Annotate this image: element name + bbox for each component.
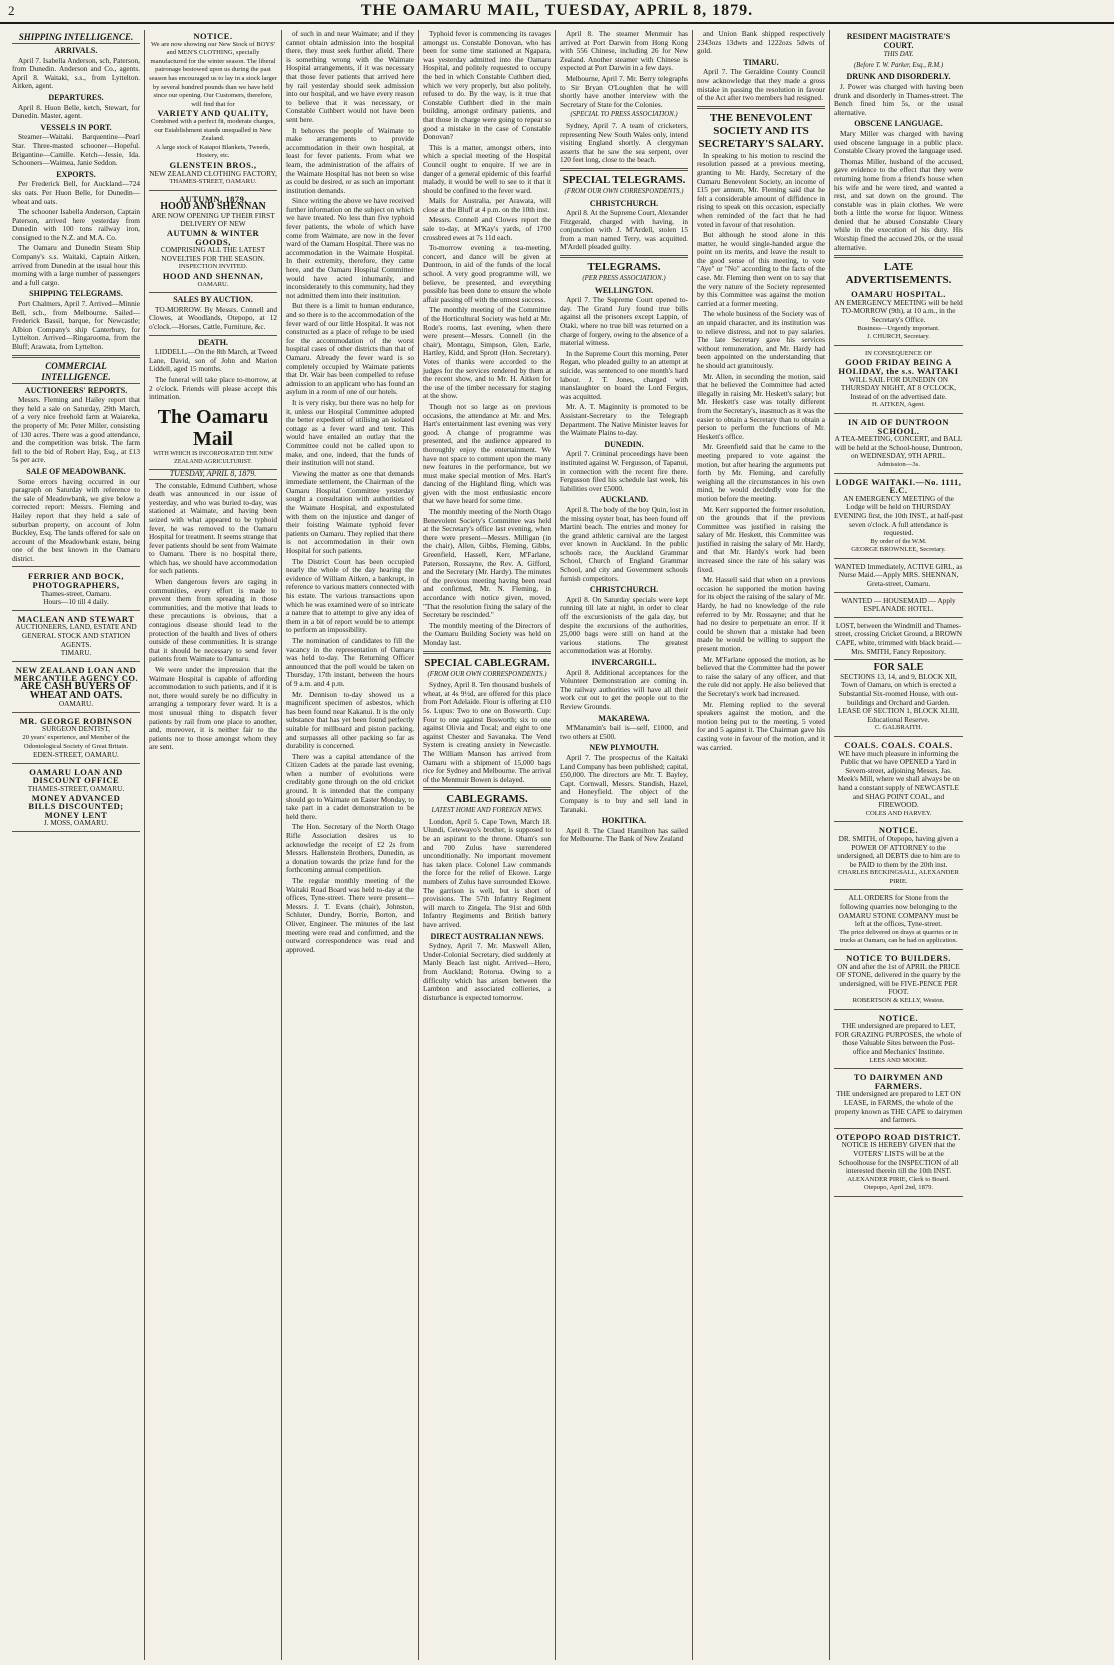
article-text: Thomas Miller, husband of the accused, gave evidence to the effect that they were returning home from a friend's house when his wife and he were tired, and wanted a rest, and sat down on the ground. The constable was in plain clothes. We were both a little the worse for liquor. Witness denied that he abused Constable Cleary while in the execution of his duty. His Worship fined the accused 20s, or the usual alternative.	[834, 156, 963, 252]
ad-line: AN EMERGENCY MEETING will be held TO-MORROW (9th), at 10 a.m., in the Secretary's Office.	[834, 297, 963, 325]
ad-line: SURGEON DENTIST,	[42, 724, 110, 734]
ad-line: OAMARU HOSPITAL.	[851, 289, 946, 300]
section-heading: LATE ADVERTISEMENTS.	[845, 261, 952, 287]
advertisement	[149, 193, 277, 294]
section-heading: SHIPPING INTELLIGENCE.	[12, 32, 140, 44]
ad-line: LEASE OF SECTION 1, BLOCK XLIII, Educational Reserve.	[837, 706, 959, 724]
ad-line: NOTICE IS HEREBY GIVEN that the VOTERS' LISTS will be at the Schoolhouse for the INSPECTION of all interested therein till the 10th INST.	[838, 1140, 959, 1176]
newspaper-nameplate	[149, 406, 277, 480]
article-text: of such in and near Waimate; and if they cannot obtain admission into the hospital there, they must seek further afield. There is something wrong with the Waimate Hospital arrangements, if it was necessary that those fever patients that arrived here by rail yesterday should seek admission into our hospital, and we have every reason to believe that it was necessary, or Constable Cuthbert would not have been sent here.	[286, 30, 414, 124]
subheading: MAKAREWA.	[598, 713, 650, 723]
subheading: INVERCARGILL.	[591, 658, 657, 667]
ad-line: J. MOSS, OAMARU.	[43, 818, 109, 828]
article-text: J. Power was charged with having been drunk and disorderly in Thames-street. The Bench fined him 5s, or the usual alternative.	[834, 81, 963, 117]
ad-line: GEORGE BROWNLEE, Secretary.	[851, 546, 946, 554]
advertisement	[834, 476, 963, 559]
article-text: In the Supreme Court this morning, Peter Regan, who pleaded guilty to an attempt at suicide, was sentenced to one month's hard labour. J. T. Jones, charged with manslaughter on board the Lord Fergus, was acquitted.	[560, 348, 688, 401]
subheading: AUCTIONEERS' REPORTS.	[24, 385, 128, 395]
column-7	[830, 30, 967, 1660]
ad-line: A TEA-MEETING, CONCERT, and BALL will be held at the School-house, Duntroon, on WEDNESDAY, 9TH APRIL.	[834, 434, 963, 461]
ad-line: INSPECTION INVITED.	[178, 263, 248, 271]
article-text: It is very risky, but there was no help for it, unless our Hospital Committee adopted the better expedient of utilising an isolated cottage as a fever ward and tent. This would have entailed an outlay that the Committee could not be called upon to make, and one, indeed, that the funds of their institution will not stand.	[286, 397, 414, 468]
ad-line: OAMARU LOAN AND DISCOUNT OFFICE	[29, 766, 123, 786]
subheading: VESSELS IN PORT.	[40, 122, 112, 132]
column-5	[556, 30, 693, 1660]
ad-line: WE have much pleasure in informing the Public that we have OPENED a Yard in Severn-street, adjoining Messrs. Jas. Meek's Mill, where we shall always be on hand a constant supply of NEWCASTLE and SHAG POINT COAL, and FIREWOOD.	[837, 748, 960, 810]
article-text: The monthly meeting of the North Otago Benevolent Society's Committee was held at the Secretary's office last evening, when there were present—Messrs. Milligan (in the chair), Allen, Gibbs, Fleming, Gibbs, Greenfield, Hassell, Kerr, M'Farlane, Paterson, Rossayne, the Rev. A. Gifford, and the Secretary (Mr. Hardy). The minutes of the previous meeting having been read and confirmed, Mr. N. Fleming, in accordance with notice given, moved, "That the resolution fixing the salary of the Secretary be rescinded."	[423, 507, 551, 620]
article-text: Mails for Australia, per Arawata, will close at the Bluff at 4 p.m. on the 10th inst.	[423, 196, 551, 214]
article-text: TO-MORROW. By Messrs. Connell and Clowes, at Woodlands, Otepopo, at 12 o'clock.—Horses, Cattle, Furniture, &c.	[149, 304, 277, 331]
ad-line: 20 years' experience, and Member of the Odontological Society of Great Britain.	[22, 733, 130, 750]
article-text: Some errors having occurred in our paragraph on Saturday with reference to the sale of Meadowbank, we give below a corrected report: Messrs. Fleming and Hailey report that they held a sale of suburban property, on account of John Buckley, Esq. The lands offered for sale on account of the Meadowbank estate, being one of the best known in the Oamaru district.	[12, 476, 140, 563]
article-text: The whole business of the Society was of an unpaid character, and its institution was to relieve distress, and not to pay salaries. The late Secretary gave his services without remuneration, and Mr. Hardy had been appointed on the understanding that he should act gratuitously.	[697, 309, 825, 370]
article-text: April 8. Huon Belle, ketch, Stewart, for Dunedin. Master, agent.	[12, 102, 140, 121]
ad-line: Admission—3s.	[877, 460, 920, 468]
article-text: The monthly meeting of the Committee of the Horticultural Society was held at Mr. Rode's rooms, last evening, when there were present—Messrs. Connell (in the chair), Montagu, Simpson, Glen, Earle, Hartley, Kidd, and Sprott (Hon. Secretary). Votes of thanks were accorded to the judges for the services rendered by them at the recent show, and to Mr. H. Aitken for the use of the timber necessary for staging at the show.	[423, 305, 551, 401]
article-text: Messrs. Connell and Clowes report the sale to-day, at M'Kay's yards, of 1700 crossbred ewes at 7s 11d each.	[423, 215, 551, 242]
article-text: Typhoid fever is commencing its ravages amongst us. Constable Donovan, who has been for some time stationed at Ngapara, was yesterday admitted into the Oamaru Hospital, and politely requested to occupy the bed in which Constable Cuthbert died, which we very properly, but also politely, refused to do. By the way, is it true that Constable Cuthbert died in the main building, amongst ordinary patients, and that those in charge were going to repeat so good a mistake in the case of Constable Donovan?	[423, 30, 551, 142]
subheading: DEATH.	[198, 337, 228, 347]
ad-line: VARIETY AND QUALITY,	[157, 108, 269, 119]
article-text: Sydney, April 7. Mr. Maxwell Allen, Under-Colonial Secretary, died suddenly at Manly Beach last night. Arrived—Hero, from Auckland; Rotorua. Owing to a difficulty which has arisen between the Lambton and associated collieries, a disturbance is expected tomorrow.	[423, 941, 551, 1002]
article-text: April 8. Additional acceptances for the Volunteer Demonstration are coming in. The railway authorities will have all their work cut out to get the people out to the Review Grounds.	[560, 667, 688, 711]
ad-line: SECTIONS 13, 14, and 9, BLOCK XII, Town of Oamaru, on which is erected a Substantial Six-roomed House, with out-buildings and Orchard and Garden.	[838, 671, 959, 707]
subheading: SALES BY AUCTION.	[173, 295, 253, 305]
divider	[12, 355, 140, 358]
article-text: In speaking to his motion to rescind the resolution passed at a previous meeting, granting to Mr. Hardy, Secretary of the Oamaru Benevolent Society, an income of £15 per annum, Mr. Fleming said that he felt a considerable amount of diffidence in rising to speak on this occasion, especially when reminded of the fact that he had voted in favour of that resolution.	[697, 150, 825, 229]
ad-line: CHARLES BECKINGSALL, ALEXANDER PIRIE.	[838, 869, 959, 885]
article-text: Melbourne, April 7. Mr. Berry telegraphs to Sir Bryan O'Loughlen that he will shortly have another interview with the Secretary of State for the Colonies.	[560, 73, 688, 109]
subheading: DUNEDIN.	[604, 439, 644, 449]
section-heading: CABLEGRAMS.	[446, 793, 528, 806]
subheading: AUCKLAND.	[599, 495, 649, 505]
ad-line: LODGE WAITAKI.—No. 1111, E.C.	[835, 476, 962, 496]
advertisement	[834, 1012, 963, 1070]
ad-line: AUTUMN, 1879.	[178, 193, 248, 204]
page-title: THE OAMARU MAIL, TUESDAY, APRIL 8, 1879.	[360, 2, 754, 19]
advertisement	[12, 766, 140, 832]
subheading: TIMARU.	[743, 57, 779, 67]
subheading: WELLINGTON.	[594, 285, 654, 295]
section-heading: SPECIAL TELEGRAMS.	[562, 173, 686, 186]
article-text: Mr. Kerr supported the former resolution, on the grounds that if the previous Committee was justified in raising the salary of Mr. Heskett, this Committee was justified in raising the salary of Mr. Hardy, and that Mr. Hardy's work had been increased since the rate of his salary was fixed.	[697, 504, 825, 574]
advertisement	[12, 613, 140, 662]
ad-line: COMPRISING ALL THE LATEST NOVELTIES FOR THE SEASON.	[160, 245, 266, 263]
column-6	[693, 30, 830, 1660]
article-text: London, April 5. Cape Town, March 18. Ulundi, Cetewayo's brother, is supposed to be an aspirant to the throne. Oham's son and 700 Zulus have surrendered unconditionally. No important movement has taken place. Colonel Law commands the force for the relief of Ekowe. Large numbers of Zulus have surrounded Ekowe. The garrison is well, but is short of provisions. The 57th Infantry Regiment will march to Zingela. The 91st and 60th Infantry Regiments and British battery have arrived.	[423, 816, 551, 929]
ad-line: THAMES-STREET, OAMARU.	[169, 178, 257, 186]
subheading: DEPARTURES.	[48, 92, 104, 102]
ad-line: OTEPOPO ROAD DISTRICT.	[836, 1131, 961, 1142]
subheading: SALE OF MEADOWBANK.	[26, 466, 126, 476]
article-text: April 8. On Saturday specials were kept running till late at night, in order to clear off the excursionists of the gala day, but despite the excursions of the authorities, 25,000 bags were still on hand at the various stations. The greatest accommodation was at Hornby.	[560, 594, 688, 656]
nameplate-title: The Oamaru Mail	[157, 405, 269, 450]
ad-line: HOOD AND SHENNAN	[160, 201, 266, 213]
article-text: The nomination of candidates to fill the vacancy in the representation of Oamaru was held to-day. The Returning Officer announced that the poll would be taken on Thursday, 17th instant, between the hours of 9 a.m. and 4 p.m.	[286, 635, 414, 688]
advertisement	[834, 288, 963, 346]
ad-line: THE undersigned are prepared to LET ON LEASE, in FARMS, the whole of the property known as THE CAPE to dairymen and farmers.	[834, 1089, 963, 1125]
ad-line: We are now showing our New Stock of BOYS' and MEN'S CLOTHING, specially manufactured for the winter season. The liberal patronage bestowed upon us during the past season has encouraged us to lay in a stock larger by several hundred pounds than we have held since our opening. Our Customers, therefore, will find that for	[149, 40, 277, 108]
section-subheading: LATEST HOME AND FOREIGN NEWS.	[431, 807, 543, 815]
article-text: Though not so large as on previous occasions, the attendance at Mr. and Mrs. Hart's entertainment last evening was very good. A change of programme was presented, and the audience appeared to thoroughly enjoy the entertainment. We have not space to comment upon the many new features in the performance, but we must make special mention of Mrs. Hart's dancing of the Highland fling, which was given with the most enthusiastic encore that we have heard for some time.	[423, 401, 551, 506]
advertisement	[149, 30, 277, 191]
article-text: Mr. Fleming replied to the several speakers against the motion, and the motion being put to the meeting, 5 voted for and 5 against it. The Chairman gave his casting vote in favour of the motion, and it was carried.	[697, 699, 825, 752]
section-subheading: (SPECIAL TO PRESS ASSOCIATION.)	[570, 111, 678, 119]
ad-line: NOTICE.	[878, 825, 919, 836]
ad-line: ARE NOW OPENING UP THEIR FIRST DELIVERY OF NEW	[151, 210, 275, 229]
ad-line: Thames-street, Oamaru.	[40, 588, 112, 598]
advertisement	[834, 620, 963, 660]
ad-line: WANTED Immediately, ACTIVE GIRL, as Nurse Maid.—Apply MRS. SHENNAN, Greta-street, Oamaru.	[834, 561, 963, 589]
ad-line: DR. SMITH, of Otepopo, having given a POWER OF ATTORNEY to the undersigned, all DEBTS due to him are to be PAID to them by the 20th inst.	[837, 833, 960, 869]
article-text: Mr. Allen, in seconding the motion, said that he believed the Committee had acted illegally in raising Mr. Heskett's salary; but Mr. Heskett's case was totally different from the Secretary's, inasmuch as it was the easier to obtain a Secretary than to obtain a person to perform the functions of Mr. Heskett's office.	[697, 371, 825, 441]
ad-line: ROBERTSON & KELLY, Weston.	[852, 997, 945, 1004]
ad-line: By order of the W.M.	[870, 537, 927, 545]
subheading: DIRECT AUSTRALIAN NEWS.	[430, 931, 544, 941]
advertisement	[834, 561, 963, 593]
article-text: There was a capital attendance of the Citizen Cadets at the parade last evening, when a number of evolutions were creditably gone through on the old cricket ground. It is intended that the company should go to Waimate on Easter Monday, to take part in a cadet demonstration to be held there.	[286, 751, 414, 821]
article-text: The Hon. Secretary of the North Otago Rifle Association desires us to acknowledge the receipt of £2 2s from Messrs. Hallenstein Brothers, Dunedin, as a donation towards the prize fund for the forthcoming annual competition.	[286, 822, 414, 875]
divider	[697, 106, 825, 109]
article-text: April 8. The steamer Menmuir has arrived at Port Darwin from Hong Kong with 556 Chinese, including 26 for New Zealand. Another steamer with Chinese is expected at Port Darwin in a few days.	[560, 30, 688, 73]
article-text: Viewing the matter as one that demands immediate settlement, the Chairman of the Oamaru Hospital Committee yesterday sought a consultation with authorities of the Waimate Hospital, and expostulated with them on the injustice and danger of their foisting Waimate typhoid fever patients on Oamaru. They replied that there is not accommodation in their own Hospital for such patients.	[286, 468, 414, 556]
section-heading: SPECIAL CABLEGRAM.	[424, 656, 550, 669]
advertisement	[834, 662, 963, 737]
divider	[834, 255, 963, 258]
article-text: The monthly meeting of the Directors of the Oamaru Building Society was held on Monday last.	[423, 620, 551, 647]
subheading: SHIPPING TELEGRAMS.	[29, 289, 123, 299]
subheading: CHRISTCHURCH.	[589, 585, 659, 595]
ad-line: Otepopo, April 2nd, 1879.	[863, 1184, 934, 1192]
ad-line: FOR SALE	[873, 662, 924, 674]
column-3	[282, 30, 419, 1660]
article-text: Sydney, April 8. Ten thousand bushels of wheat, at 4s 9½d, are offered for this place from Port Adelaide. Flour is offering at £10 5s. Lupus: Two to one on Bosworth. Cup: Four to one against Bosworth; six to one against Olivia and Tocal; and eight to one against Chester and Savanaka. The Vend System is creating anxiety in Newcastle. The William Manson has arrived from Oamaru with a shipment of 15,000 bags rice for Sydney and Melbourne. The arrival of the Menmuir Bowen is delayed.	[423, 680, 551, 784]
advertisement	[12, 664, 140, 713]
subheading: NEW PLYMOUTH.	[589, 743, 659, 753]
ad-line: ALL ORDERS for Stone from the following quarries now belonging to the OAMARU STONE COMPANY must be left at the offices, Tyne-street.	[838, 893, 959, 929]
article-text: It behoves the people of Waimate to make arrangements to provide accommodation in their own hospital, at least for fever patients. From what we learn, the administration of the affairs of the Waimate Hospital has not been so wise as could be desired, or as such an important institution demands.	[286, 125, 414, 195]
ad-line: NOTICE TO BUILDERS.	[846, 953, 951, 964]
ad-line: GLENSTEIN BROS.,	[169, 159, 257, 170]
ad-line: MONEY LENT	[44, 809, 108, 820]
article-text: Sydney, April 7. A team of cricketers, representing New South Wales only, intend visiting England shortly. A clergyman asserts that he saw the sea serpent, over 120 feet long, close to the beach.	[560, 120, 688, 165]
column-2	[145, 30, 282, 1660]
section-subheading: (FROM OUR OWN CORRESPONDENTS.)	[427, 670, 547, 678]
section-subheading: (FROM OUR OWN CORRESPONDENTS.)	[564, 187, 684, 195]
ad-line: NEW ZEALAND LOAN AND MERCANTILE AGENCY CO.	[13, 664, 139, 684]
section-subheading: (PER PRESS ASSOCIATION.)	[582, 275, 666, 283]
article-text: April 8. At the Supreme Court, Alexander Fitzgerald, charged with having, in conjunction with J. M'Ardell, stolen 15 from a man named Terry, was acquitted. M'Ardell pleaded guilty.	[560, 208, 688, 252]
section-heading: COMMERCIAL INTELLIGENCE.	[12, 361, 140, 384]
advertisement	[834, 739, 963, 822]
ad-line: WANTED — HOUSEMAID — Apply ESPLANADE HOTEL.	[841, 595, 956, 614]
ad-line: MR. GEORGE ROBINSON	[19, 715, 133, 726]
ad-line: COALS. COALS. COALS.	[844, 739, 953, 750]
ad-line: PHOTOGRAPHERS,	[32, 580, 120, 591]
article-text: Port Chalmers, April 7. Arrived—Minnie Bell, sch., from Melbourne. Sailed—Frederick Bassil, barque, for Newcastle; Albion Company's ship Canterbury, for Lyttelton. Arrived—Ringarooma, from the Bluff; Arawata, from Lyttelton.	[12, 299, 140, 351]
article-text: Since writing the above we have received further information on the subject on which we have treated. No less than five typhoid fever patients, the whole of which have come from Waimate, are now in the fever ward of the Oamaru Hospital. There was no accommodation in the Waimate Hospital. In their extremity, therefore, they came here, and the Oamaru Hospital Committee would have acted inhumanly, and inconsiderately to this community, had they not admitted them into their institution.	[286, 196, 414, 300]
columns	[8, 30, 1106, 1660]
masthead	[0, 0, 1114, 24]
subheading: EXPORTS.	[56, 169, 96, 179]
article-text: The schooner Isabella Anderson, Captain Paterson, arrived here yesterday from Dunedin with 100 tons railway iron, consigned to the N.Z. and M.A. Co.	[12, 207, 140, 242]
divider	[423, 651, 551, 654]
section-heading: THE BENEVOLENT SOCIETY AND ITS SECRETARY'S SALARY.	[698, 111, 824, 150]
article-text: When dangerous fevers are raging in communities, every effort is made to prevent them from spreading in those communities, and the motive that leads to these precautions is obvious, that a contagious disease should lead to the protection of the health and lives of others outside of these communities. It is strange that it should be necessary to send fever patients from Waimate to Oamaru.	[149, 577, 277, 664]
advertisement	[834, 416, 963, 474]
ad-line: The price delivered on drays at quarries or in trucks at Oamaru, can be had on application.	[839, 928, 958, 945]
ad-line: NOTICE.	[878, 1012, 919, 1023]
section-subheading: (Before T. W. Parker, Esq., R.M.)	[853, 61, 944, 69]
ad-line: GOOD FRIDAY BEING A HOLIDAY, the s.s. WAITAKI	[838, 357, 959, 376]
nameplate-date: TUESDAY, APRIL 8, 1879.	[149, 469, 277, 480]
subheading: ARRIVALS.	[54, 46, 98, 55]
article-text: Mr. M'Farlane opposed the motion, as he believed that the Committee had the power to raise the salary of any officer, and that the rule did not apply. He also believed that the Secretary's work had increased.	[697, 654, 825, 698]
article-text: April 7. Criminal proceedings have been instituted against W. Fergusson, of Tapanui, in connection with the recent fire there. Fergusson filed his schedule last week, his liabilities over £5000.	[560, 449, 688, 493]
section-heading: RESIDENT MAGISTRATE'S COURT.	[846, 32, 951, 50]
divider	[12, 566, 140, 567]
subheading: HOKITIKA.	[601, 816, 647, 826]
ad-line: J. CHURCH, Secretary.	[867, 333, 930, 341]
article-text: April 7. The Geraldine County Council now acknowledge that they made a gross mistake in passing the resolution in favour of the Act after two members had resigned.	[697, 67, 825, 103]
divider	[423, 787, 551, 790]
ad-line: BILLS DISCOUNTED;	[28, 801, 124, 812]
subheading: CHRISTCHURCH.	[589, 198, 659, 208]
ad-line: LOST, between the Windmill and Thames-street, crossing Cricket Ground, a BROWN CAPE, white, trimmed with black braid.—Mrs. SMITH, Fancy Repository.	[834, 620, 963, 656]
ad-line: C. GALBRAITH.	[874, 724, 923, 732]
article-text: But there is a limit to human endurance, and so there is to the accommodation of the fever ward of our little Hospital. It was not constructed as a place of refuge to be used for the accommodation of the worst hospital cases of other districts than that of Oamaru. Already the fever ward is so completely occupied by Waimate patients that Dr. Wair has been compelled to refuse admission to an applicant who has found an asylum in a room of one of our hotels.	[286, 301, 414, 397]
article-text: Mr. Dennison to-day showed us a magnificent specimen of asbestos, which has been found near Kakanui. It is the only substance that has yet been found perfectly suitable for millboard and piston packing, and surpasses all other packing so far as durability is concerned.	[286, 689, 414, 751]
article-text: We were under the impression that the Waimate Hospital is capable of affording accommodation to such patients, and if it is not, there would surely be no difficulty in arranging a temporary fever ward. It is a most unusual thing to dispatch fever patients by rail from one place to another, and, moreover, it is neither fair to the patients nor to those amongst whom they are sent.	[149, 665, 277, 752]
advertisement	[834, 952, 963, 1010]
ad-line: NEW ZEALAND CLOTHING FACTORY,	[149, 168, 277, 178]
article-text: LIDDELL.—On the 8th March, at Tweed Lane, David, son of John and Marion Liddell, aged 15 months.	[149, 347, 277, 374]
divider	[149, 335, 277, 336]
ad-line: ALEXANDER PIRIE, Clerk to Board.	[847, 1175, 950, 1183]
ad-line: NOTICE.	[193, 31, 233, 41]
article-text: The funeral will take place to-morrow, at 2 o'clock. Friends will please accept this intimation.	[149, 374, 277, 402]
ad-line: FERRIER AND BOCK,	[27, 571, 125, 582]
article-text: Mr. Hassell said that when on a previous occasion he supported the motion having for its object the raising of the salary of Mr. Hardy, he had no knowledge of the rule referred to by Mr. Rossayne; and that he had no desire to perpetuate an error. If it could be shown that a mistake had been made he would be willing to support the present motion.	[697, 575, 825, 653]
article-text: Per Frederick Bell, for Auckland—724 sks oats. Per Huon Belle, for Dunedin—wheat and oats.	[12, 179, 140, 206]
ad-line: OAMARU.	[58, 699, 94, 709]
ad-line: HOOD AND SHENNAN,	[162, 271, 264, 282]
ad-line: AUCTIONEERS, LAND, ESTATE AND GENERAL STOCK AND STATION AGENTS.	[15, 622, 137, 649]
advertisement	[12, 570, 140, 610]
column-1	[8, 30, 145, 1660]
subheading: DRUNK AND DISORDERLY.	[846, 72, 951, 82]
article-text: This is a matter, amongst others, into which a special meeting of the Hospital Council ought to enquire. If we are in danger of a general epidemic of this fearful malady, it would be well to see to it that it should be confined to the fever ward.	[423, 142, 551, 195]
ad-line: MONEY ADVANCED	[31, 792, 121, 803]
advertisement	[834, 824, 963, 890]
article-text: M'Manamin's bail is—self, £1000, and two others at £500.	[560, 723, 688, 741]
ad-line: LEES AND MOORE.	[869, 1056, 928, 1064]
article-text: The District Court has been occupied nearly the whole of the day hearing the evidence of William Aitken, a bankrupt, in reference to various matters connected with his estate. The various transactions upon which he was examined were of so intricate a nature that to attempt to give any idea of them in a bit of report would be to attempt to perform an impossibility.	[286, 556, 414, 635]
ad-line: THE undersigned are prepared to LET, FOR GRAZING PURPOSES, the whole of those Valuable Sites between the Post-office and Mechanics' Institute.	[835, 1021, 962, 1056]
article-text: Steamer—Waitaki. Barquentine—Pearl Star. Three-masted schooner—Hopeful. Brigantine—Camille. Ketch—Jessie, Ida. Schooners—Waimea, Janie Seddon.	[12, 132, 140, 168]
advertisement	[834, 595, 963, 618]
advertisement	[834, 1071, 963, 1129]
ad-line: OAMARU.	[197, 280, 229, 288]
ad-line: A large stock of Kaiapoi Blankets, Tweeds, Hosiery, etc.	[156, 143, 270, 160]
article-text: April 8. The body of the boy Quin, lost in the missing oyster boat, has been found off Martini beach. The entries and money for the grand athletic carnival are the largest ever known in Auckland. In the public schools race, the Auckland Grammar School, Church of England Grammar School, and city and Government schools furnish competitors.	[560, 504, 688, 583]
ad-line: Hours—10 till 4 daily.	[43, 597, 109, 607]
article-text: Mr. A. T. Maginnity is promoted to be Assistant-Secretary to the Telegraph Department. The Native Minister leaves for the Waimate Plains to-day.	[560, 402, 688, 438]
column-4	[419, 30, 556, 1660]
ad-line: IN CONSEQUENCE OF	[864, 349, 933, 357]
section-heading: TELEGRAMS.	[587, 261, 661, 274]
ad-line: ON and after the 1st of APRIL the PRICE OF STONE, delivered in the quarry by the undersigned, will be FIVE-PENCE PER FOOT.	[836, 961, 961, 997]
article-text: Mr. Greenfield said that he came to the meeting prepared to vote against the motion, but after hearing the arguments put forth by Mr. Fleming, and carefully weighing all the circumstances in his own mind, he would decidedly vote for the motion before the meeting.	[697, 442, 825, 503]
divider	[560, 255, 688, 258]
ad-line: TIMARU.	[60, 648, 92, 658]
ad-line: COLES AND HARVEY.	[865, 809, 932, 817]
ad-line: H. AITKEN, Agent.	[872, 401, 925, 409]
ad-line: IN AID OF DUNTROON SCHOOL.	[847, 416, 949, 436]
page-number: 2	[8, 3, 15, 18]
article-text: To-morrow evening a tea-meeting, concert, and dance will be given at Duntroon, in aid of the funds of the local school. A very good programme will, we believe, be presented, and everything possible has been done to ensure the whole affair passing off with the utmost success.	[423, 243, 551, 304]
advertisement	[834, 348, 963, 414]
article-text: April 7. The prospectus of the Kaitaki Land Company has been published; capital, £50,000. The directors are Mr. T. Bayley, Capt. Cornwall, Messrs. Standish, Hazel, and Honeyfield. The object of the Company is to buy and sell land in Taranaki.	[560, 752, 688, 814]
article-text: The regular monthly meeting of the Waitaki Road Board was held to-day at the offices, Tyne-street. There were present—Messrs. J. T. Evans (chair), Johnston, Schluter, Dundry, Borrie, Borton, and Oliver, Engineer. The minutes of the last meeting were read and confirmed, and the outward correspondence was read and approved.	[286, 876, 414, 954]
article-text: Messrs. Fleming and Hailey report that they held a sale on Saturday, 29th March, of a very nice freehold farm at Waiareka, the property of Mr. Peter Miller, consisting of 130 acres. There was a good attendance, and the competition was brisk. The farm fell to the bid of Robert Hay, Esq., at £13 5s per acre.	[12, 395, 140, 465]
nameplate-subtitle: WITH WHICH IS INCORPORATED THE NEW ZEALAND AGRICULTURIST.	[153, 450, 273, 466]
article-text: Mary Miller was charged with having used obscene language in a public place. Constable Cleary proved the language used.	[834, 128, 963, 156]
ad-line: TO DAIRYMEN AND FARMERS.	[853, 1072, 944, 1091]
ad-line: WILL SAIL FOR DUNEDIN ON THURSDAY NIGHT, AT 8 O'CLOCK, Instead of on the advertised date.	[840, 374, 957, 401]
subheading: OBSCENE LANGUAGE.	[854, 119, 943, 129]
article-text: April 7. The Supreme Court opened to-day. The Grand Jury found true bills against all the prisoners except Lappin, of Otaki, where no true bill was returned on a charge of forgery, owing to the absence of a material witness.	[560, 295, 688, 348]
ad-line: ARE CASH BUYERS OF WHEAT AND OATS.	[20, 681, 132, 701]
article-text: April 7. Isabella Anderson, sch, Paterson, from Dunedin. Anderson and Co., agents. April 8. Waitaki, s.s., from Lyttelton. Aitken, agent.	[12, 55, 140, 91]
section-subheading: THIS DAY.	[883, 51, 914, 59]
article-text: The constable, Edmund Cuthbert, whose death was announced in our issue of yesterday, and who was buried to-day, was stationed at Waimate, and having been seized with what appeared to be typhoid fever, he was removed to the Oamaru Hospital for treatment. It seems strange that fever patients should be sent from Waimate to Oamaru. There is no hospital there, which has, we should have accommodation for such patients.	[149, 480, 277, 576]
ad-line: Combined with a perfect fit, moderate charges, our Establishment stands unequalled in New Zealand.	[150, 117, 276, 143]
ad-line: THAMES-STREET, OAMARU.	[27, 783, 125, 793]
article-text: But although he stood alone in this matter, he would single-handed argue the point on its merits, and leave the result to the good sense of this meeting, to vote "Aye" or "No" according to the facts of the case. Mr. Fleming then went on to say that the very nature of the Society represented by this Committee was against the motion carried at a former meeting.	[697, 230, 825, 308]
article-text: and Union Bank shipped respectively 2343ozs 13dwts and 1222ozs 5dwts of gold.	[697, 30, 825, 56]
ad-line: AN EMERGENCY MEETING of the Lodge will be held on THURSDAY EVENING first, the 10th INST., at half-past seven o'clock. A full attendance is requested.	[834, 493, 963, 538]
divider	[560, 168, 688, 171]
advertisement	[834, 892, 963, 950]
ad-line: AUTUMN & WINTER GOODS,	[166, 228, 260, 247]
ad-line: MACLEAN AND STEWART	[17, 613, 135, 624]
advertisement	[834, 1131, 963, 1197]
article-text: The Oamaru and Dunedin Steam Ship Company's s.s. Waitaki, Captain Aitken, arrived from Dunedin at the usual hour this morning with a large number of passengers and a full cargo.	[12, 243, 140, 287]
advertisement	[12, 715, 140, 764]
article-text: April 8. The Claud Hamilton has sailed for Melbourne. The Bank of New Zealand	[560, 825, 688, 844]
ad-line: Business—Urgently important.	[857, 324, 940, 332]
ad-line: EDEN-STREET, OAMARU.	[32, 750, 119, 760]
